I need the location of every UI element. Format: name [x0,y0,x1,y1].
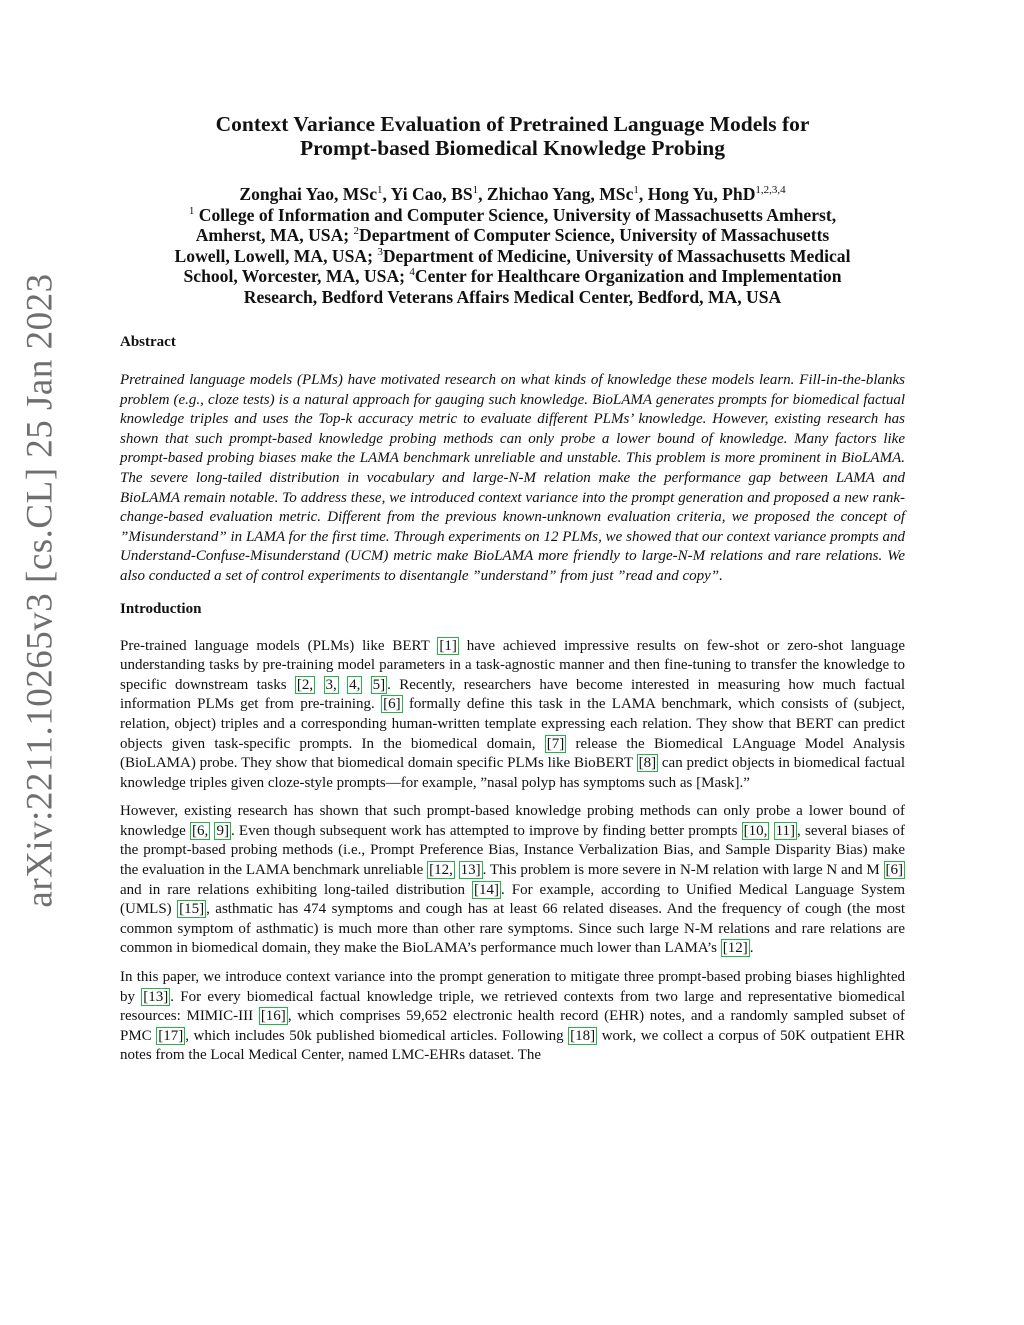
affiliation-line [120,225,905,246]
affiliation-text: Lowell, Lowell, MA, USA; [174,245,378,266]
citation-link[interactable]: [1] [439,637,457,654]
paragraph-text: . Recently, researchers have become interested in measuring how much factual information PLMs get from pre-training. [120,676,906,713]
affiliation-superscript: 3 [377,245,383,258]
citation-link[interactable]: 9] [216,822,229,839]
citation-link[interactable]: [12] [722,940,748,957]
citation-link[interactable]: [6, [192,822,209,839]
paragraph-text: . For example, according to Unified Medical Language System (UMLS) [120,881,905,918]
paragraph-text: . For every biomedical factual knowledge triple, we retrieved contexts from two large and representative biomedical resources: MIMIC-III [120,988,905,1025]
paragraph-text: can predict objects in biomedical factual knowledge triples given cloze-style prompts—for example, ”nasal polyp has symptoms such as [Mask].” [120,755,905,791]
paragraph-text: and in rare relations exhibiting long-tailed distribution [120,881,473,898]
paragraph-text: Pre-trained language models (PLMs) like BERT [120,637,438,654]
paragraph-text: formally define this task in the LAMA benchmark, which consists of (subject, relation, object) triples and a corresponding human-written template expressing each relation. They show that BERT can predict objects given task-specific prompts. In the biomedical domain, [120,696,905,752]
paper-title [120,112,905,160]
affiliation-line [120,287,905,308]
intro-paragraph-1 [120,637,905,794]
author-name: Zonghai Yao, MSc [239,184,378,204]
author-superscript: 1,2,3,4 [755,184,786,197]
citation-link[interactable]: [6] [383,696,401,713]
arxiv-identifier: arXiv:2211.10265v3 [cs.CL] 25 Jan 2023 [19,272,61,908]
citation-link[interactable]: [15] [179,901,205,918]
affiliation-superscript: 2 [353,225,360,238]
affiliation-text: Department of Medicine, University of Massachusetts Medical [382,245,851,266]
citation-link[interactable]: [10, [743,822,768,839]
citation-link[interactable]: 13] [460,862,481,879]
paragraph-text: . Even though subsequent work has attempted to improve by finding better prompts [230,822,742,839]
author-superscript: 1 [377,184,383,197]
introduction-heading: Introduction [120,600,202,617]
author-list [120,184,905,205]
author-block [120,184,905,307]
author-name: , Hong Yu, PhD [638,184,756,204]
intro-paragraph-2 [120,802,905,959]
affiliation-line [120,266,905,287]
citation-link[interactable]: [14] [474,881,500,898]
citation-link[interactable]: [7] [546,735,565,752]
citation-link[interactable]: [17] [158,1027,184,1044]
title-line-2: Prompt-based Biomedical Knowledge Probing [299,136,726,160]
paragraph-text: . [749,940,754,957]
affiliation-text: Department of Computer Science, University of Massachusetts [359,225,830,245]
affiliation-line [120,246,905,267]
citation-link[interactable]: [18] [570,1027,596,1044]
citation-link[interactable]: [2, [296,676,314,693]
citation-link[interactable]: [6] [885,862,903,879]
intro-paragraph-3 [120,968,905,1066]
affiliation-text: Amherst, MA, USA; [195,225,354,245]
paragraph-text: , several biases of the prompt-based probing methods (i.e., Prompt Preference Bias, Instance Verbalization Bias, and Sample Disparity Bias) make the evaluation in the LAMA benchmark unreliable [120,822,906,879]
citation-link[interactable]: 5] [372,676,386,693]
author-name: , Yi Cao, BS [382,184,473,204]
author-superscript: 1 [472,184,479,197]
citation-link[interactable]: [8] [638,755,657,772]
paragraph-text: . This problem is more severe in N-M relation with large N and M [482,862,884,879]
author-name: , Zhichao Yang, MSc [478,184,634,204]
paragraph-text: , which comprises 59,652 electronic health record (EHR) notes, and a randomly sampled subset of PMC [120,1008,905,1044]
affiliation-text: Research, Bedford Veterans Affairs Medical Center, Bedford, MA, USA [243,286,782,307]
abstract-heading: Abstract [120,334,176,350]
affiliation-text: College of Information and Computer Science, University of Massachusetts Amherst, [194,204,837,225]
paragraph-text: release the Biomedical LAnguage Model Analysis (BioLAMA) probe. They show that biomedical domain specific PLMs like BioBERT [120,735,905,772]
citation-link[interactable]: 11] [775,822,796,839]
paragraph-text: , which includes 50k published biomedical articles. Following [185,1027,569,1044]
citation-link[interactable]: [16] [260,1008,286,1025]
affiliation-line [120,205,905,226]
affiliation-text: Center for Healthcare Organization and Implementation [414,266,842,286]
citation-link[interactable]: [12, [429,862,453,879]
arxiv-sidebar [12,210,68,970]
citation-link[interactable]: 3, [325,676,337,693]
paper-page [120,112,905,1066]
paragraph-text: have achieved impressive results on few-shot or zero-shot language understanding tasks by pre-training model parameters in a task-agnostic manner and then fine-tuning to transfer the knowledge to specific downstream tasks [120,637,906,693]
paragraph-text: , asthmatic has 474 symptoms and cough has at least 66 related diseases. And the frequency of cough (the most common symptom of asthmatic) is much more than other rare symptoms. Since such large N-M relations and rare relations are common in biomedical domain, they make the BioLAMA’s performance much lower than LAMA’s [120,901,906,957]
paragraph-text: In this paper, we introduce context variance into the prompt generation to mitigate three prompt-based probing biases highlighted by [120,969,905,1005]
citation-link[interactable]: 4, [349,676,361,693]
abstract-text: Pretrained language models (PLMs) have motivated research on what kinds of knowledge these models learn. Fill-in-the-blanks problem (e.g., cloze tests) is a natural approach for gauging such knowledge. BioLAMA generates prompts for biomedical factual knowledge triples and uses the Top-k accuracy metric to evaluate different PLMs’ knowledge. However, existing research has shown that such prompt-based knowledge probing methods can only probe a lower bound of knowledge. Many factors like prompt-based probing biases make the LAMA benchmark unreliable and unstable. This problem is more prominent in BioLAMA. The severe long-tailed distribution in vocabulary and large-N-M relation make the performance gap between LAMA and BioLAMA remain notable. To address these, we introduced context variance into the prompt generation and proposed a new rank-change-based evaluation metric. Different from the previous known-unknown evaluation criteria, we proposed the concept of ”Misunderstand” in LAMA for the first time. Through experiments on 12 PLMs, we showed that our context variance prompts and Understand-Confuse-Misunderstand (UCM) metric make BioLAMA more friendly to large-N-M relations and rare relations. We also conducted a set of control experiments to disentangle ”understand” from just ”read and copy”. [120,372,905,584]
affiliation-superscript: 4 [409,266,415,279]
paragraph-text: work, we collect a corpus of 50K outpatient EHR notes from the Local Medical Center, named LMC-EHRs dataset. The [120,1027,906,1064]
title-line-1: Context Variance Evaluation of Pretrained Language Models for [215,112,810,136]
affiliation-superscript: 1 [188,204,195,217]
affiliation-text: School, Worcester, MA, USA; [183,266,410,286]
author-superscript: 1 [633,184,639,197]
paragraph-text: However, existing research has shown that such prompt-based knowledge probing methods can only probe a lower bound of knowledge [120,803,905,839]
citation-link[interactable]: [13] [143,988,169,1005]
